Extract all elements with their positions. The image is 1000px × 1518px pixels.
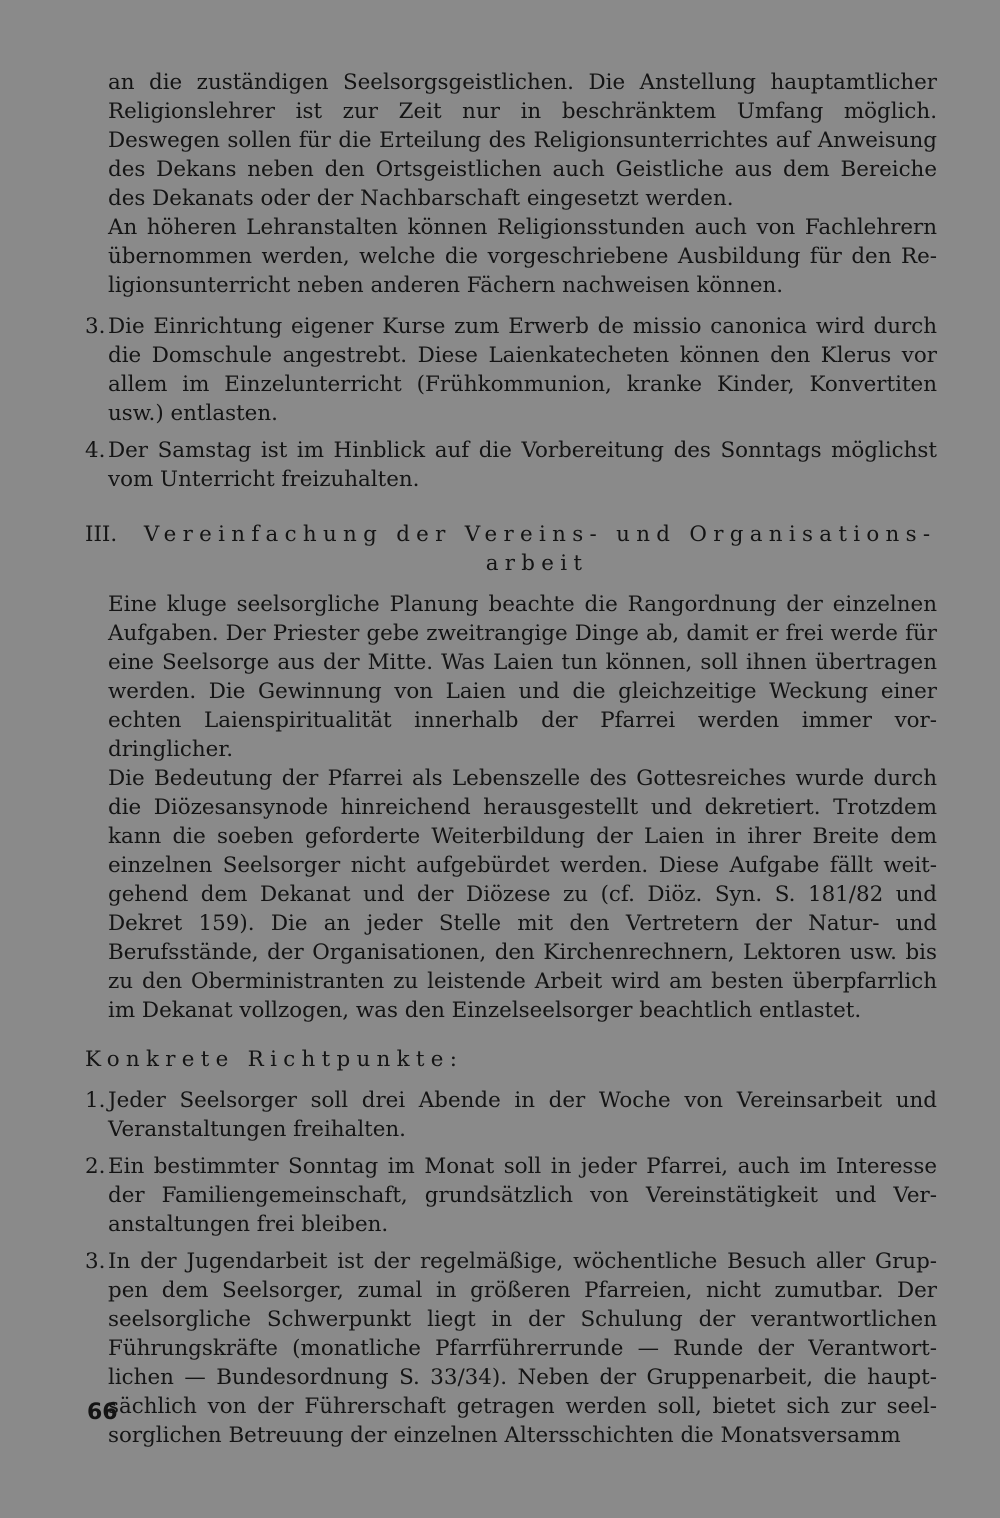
list-item-number: 2. — [85, 1154, 106, 1179]
page-body — [85, 68, 937, 1450]
list-item-text: Die Einrichtung eigener Kurse zum Erwerb de missio canonica wird durch die Domschule angestrebt. Diese Laienkatecheten können den Klerus vor allem im Einzelunterricht (Frühkommunion, kranke Kinder, Konvertiten usw.) entlasten. — [108, 314, 937, 426]
subheading: Konkrete Richtpunkte: — [85, 1047, 464, 1072]
list-item-number: 3. — [85, 1249, 106, 1274]
list-item-number: 4. — [85, 438, 106, 463]
paragraph: An höheren Lehranstalten können Religionsstunden auch von Fachlehrern übernommen werden, welche die vorgeschriebene Ausbildung für den Religionsunterricht neben anderen Fächern nachweisen können. — [108, 215, 937, 298]
section-heading — [85, 520, 937, 578]
section-number: III. — [85, 522, 118, 547]
page-number: 66 — [87, 1400, 118, 1425]
list-item-number: 1. — [85, 1088, 106, 1113]
list-item — [85, 312, 937, 428]
list-item — [85, 436, 937, 494]
paragraph: Die Bedeutung der Pfarrei als Lebenszelle des Gottesreiches wurde durch die Diözesansynode hinreichend herausgestellt und dekretiert. Trotzdem kann die soeben geforderte Weiterbildung der Laien in ihrer Breite dem einzelnen Seelsorger nicht aufgebürdet werden. Diese Aufgabe fällt weitgehend dem Dekanat und der Diözese zu (cf. Diöz. Syn. S. 181/82 und Dekret 159). Die an jeder Stelle mit den Vertretern der Natur- und Berufsstände, der Organisationen, den Kirchenrechnern, Lektoren usw. bis zu den Oberministranten zu leistende Arbeit wird am besten überpfarrlich im Dekanat vollzogen, was den Einzelseelsorger beachtlich entlastet. — [108, 766, 937, 1023]
section-title: Vereinfachung der Vereins- und Organisationsarbeit — [143, 522, 931, 576]
list-item-number: 3. — [85, 314, 106, 339]
list-item-text: Ein bestimmter Sonntag im Monat soll in jeder Pfarrei, auch im Interesse der Familiengemeinschaft, grundsätzlich von Vereinstätigkeit und Veranstaltungen frei bleiben. — [108, 1154, 937, 1237]
paragraph: an die zuständigen Seelsorgsgeistlichen. Die Anstellung hauptamtlicher Religionslehrer ist zur Zeit nur in beschränktem Umfang möglich. Deswegen sollen für die Erteilung des Religionsunterrichtes auf Anweisung des Dekans neben den Ortsgeistlichen auch Geistliche aus dem Bereiche des Dekanats oder der Nachbarschaft eingesetzt werden. — [108, 70, 937, 211]
paragraph: Eine kluge seelsorgliche Planung beachte die Rangordnung der einzelnen Aufgaben. Der Priester gebe zweitrangige Dinge ab, damit er frei werde für eine Seelsorge aus der Mitte. Was Laien tun können, soll ihnen übertragen werden. Die Gewinnung von Laien und die gleichzeitige Weckung einer echten Laienspiritualität innerhalb der Pfarrei werden immer vordringlicher. — [108, 592, 937, 762]
list-item — [85, 1247, 937, 1450]
list-item — [85, 1086, 937, 1144]
list-item-text: Der Samstag ist im Hinblick auf die Vorbereitung des Sonntags möglichst vom Unterricht freizuhalten. — [108, 438, 937, 492]
list-item-text: Jeder Seelsorger soll drei Abende in der Woche von Vereinsarbeit und Veranstaltungen freihalten. — [108, 1088, 937, 1142]
list-item — [85, 1152, 937, 1239]
list-item-text: In der Jugendarbeit ist der regelmäßige, wöchentliche Besuch aller Gruppen dem Seelsorger, zumal in größeren Pfarreien, nicht zumutbar. Der seelsorgliche Schwerpunkt liegt in der Schulung der verantwortlichen Führungskräfte (monatliche Pfarrführerrunde — Runde der Verantwortlichen — Bundesordnung S. 33/34). Neben der Gruppenarbeit, die hauptsächlich von der Führerschaft getragen werden soll, bietet sich zur seelsorglichen Betreuung der einzelnen Altersschichten die Monatsversamm — [108, 1249, 937, 1448]
